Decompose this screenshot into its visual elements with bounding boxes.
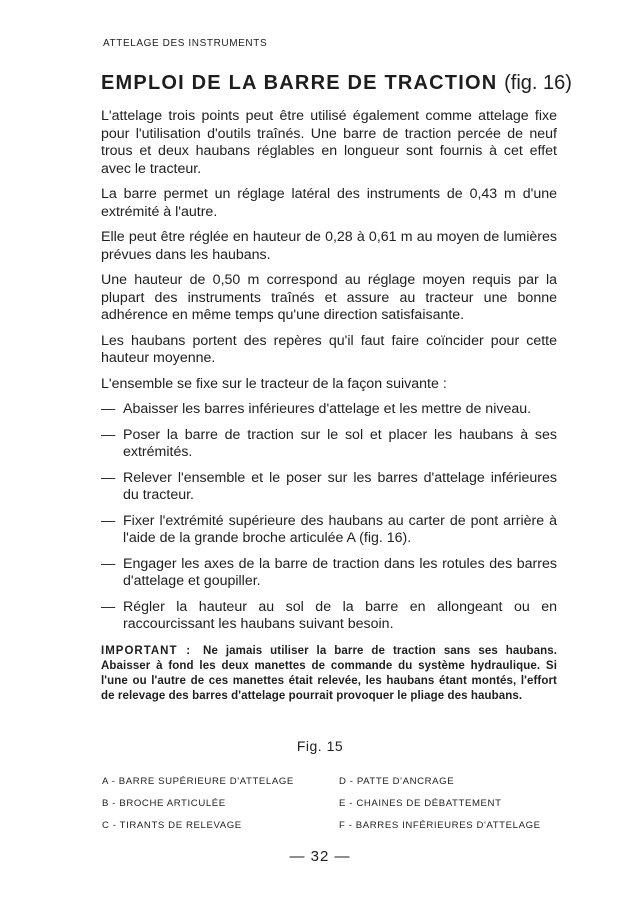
paragraph: Les haubans portent des repères qu'il faut faire coïncider pour cette hauteur moyenne.	[101, 332, 557, 366]
procedure-step	[101, 513, 557, 548]
important-text: Ne jamais utiliser la barre de traction sans ses haubans. Abaisser à fond les deux manettes de commande du système hydraulique. Si l'une ou l'autre de ces manettes était relevée, les haubans étant montés, l'effort de relevage des barres d'attelage pourrait provoquer le pliage des haubans.	[101, 644, 557, 702]
page-number: — 32 —	[289, 848, 351, 865]
legend-item: C - TIRANTS DE RELEVAGE	[102, 820, 242, 831]
section-header: ATTELAGE DES INSTRUMENTS	[103, 38, 268, 49]
title-figure-ref: (fig. 16)	[504, 72, 572, 94]
figure-caption: Fig. 15	[296, 738, 344, 754]
step-text: Fixer l'extrémité supérieure des haubans au carter de pont arrière à l'aide de la grande broche articulée A (fig. 16).	[123, 512, 557, 546]
figure-legend-right	[339, 776, 541, 842]
figure-legend-left	[102, 776, 294, 842]
step-text: Poser la barre de traction sur le sol et placer les haubans à ses extrémités.	[123, 426, 557, 460]
legend-item: A - BARRE SUPÉRIEURE D'ATTELAGE	[102, 776, 294, 787]
dash-marker: —	[101, 598, 116, 615]
page-title	[101, 72, 572, 95]
step-text: Relever l'ensemble et le poser sur les barres d'attelage inférieures du tracteur.	[123, 469, 557, 503]
step-text: Régler la hauteur au sol de la barre en allongeant ou en raccourcissant les haubans suivant besoin.	[123, 598, 557, 632]
dash-marker: —	[101, 555, 116, 572]
step-text: Engager les axes de la barre de traction dans les rotules des barres d'attelage et goupiller.	[123, 555, 557, 589]
procedure-step	[101, 599, 557, 634]
step-text: Abaisser les barres inférieures d'attelage et les mettre de niveau.	[123, 401, 532, 417]
important-label: IMPORTANT :	[101, 644, 192, 657]
paragraph: L'ensemble se fixe sur le tracteur de la façon suivante :	[101, 375, 447, 392]
paragraph: Une hauteur de 0,50 m correspond au réglage moyen requis par la plupart des instruments traînés et assure au tracteur une bonne adhérence en même temps qu'une direction satisfaisante.	[101, 272, 557, 323]
dash-marker: —	[101, 401, 116, 417]
dash-marker: —	[101, 469, 116, 486]
title-main: EMPLOI DE LA BARRE DE TRACTION	[101, 72, 498, 94]
legend-item: E - CHAINES DE DÉBATTEMENT	[339, 798, 502, 809]
paragraph: La barre permet un réglage latéral des instruments de 0,43 m d'une extrémité à l'autre.	[101, 186, 557, 220]
dash-marker: —	[101, 512, 116, 529]
procedure-list	[101, 401, 557, 634]
body-text	[101, 108, 557, 704]
procedure-step	[101, 470, 557, 505]
legend-item: F - BARRES INFÉRIEURES D'ATTELAGE	[339, 820, 541, 831]
paragraph: Elle peut être réglée en hauteur de 0,28 à 0,61 m au moyen de lumières prévues dans les haubans.	[101, 229, 557, 263]
procedure-step	[101, 556, 557, 591]
legend-item: B - BROCHE ARTICULÉE	[102, 798, 226, 809]
legend-item: D - PATTE D'ANCRAGE	[339, 776, 455, 787]
procedure-step	[101, 401, 557, 419]
procedure-step	[101, 427, 557, 462]
paragraph: L'attelage trois points peut être utilisé également comme attelage fixe pour l'utilisation d'outils traînés. Une barre de traction percée de neuf trous et deux haubans réglables en longueur sont fournis à cet effet avec le tracteur.	[101, 108, 557, 177]
important-notice	[101, 644, 557, 704]
dash-marker: —	[101, 426, 116, 443]
